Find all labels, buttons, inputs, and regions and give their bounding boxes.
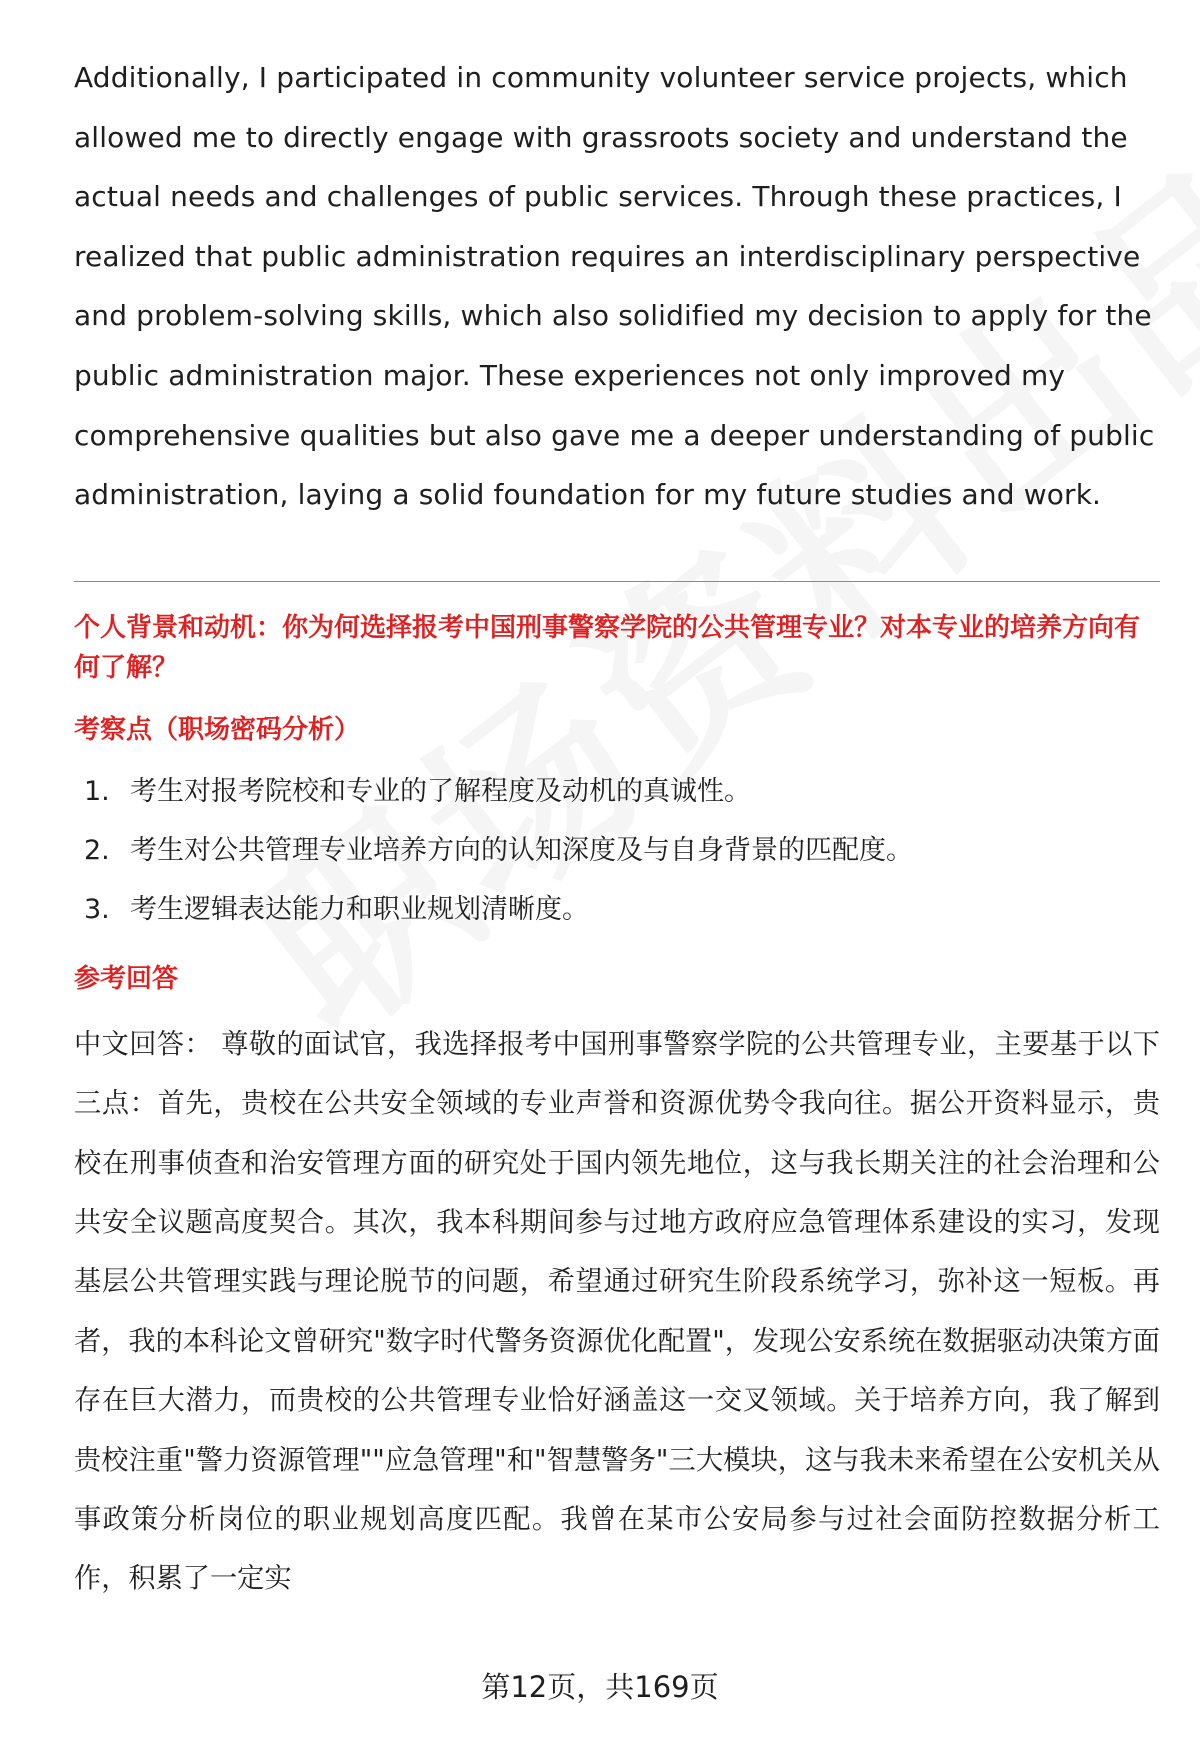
chinese-answer-paragraph: 中文回答： 尊敬的面试官，我选择报考中国刑事警察学院的公共管理专业，主要基于以下三点：首先，贵校在公共安全领域的专业声誉和资源优势令我向往。据公开资料显示，贵校在刑事侦查和治安管理方面的研究处于国内领先地位，这与我长期关注的社会治理和公共安全议题高度契合。其次，我本科期间参与过地方政府应急管理体系建设的实习，发现基层公共管理实践与理论脱节的问题，希望通过研究生阶段系统学习，弥补这一短板。再者，我的本科论文曾研究"数字时代警务资源优化配置"，发现公安系统在数据驱动决策方面存在巨大潜力，而贵校的公共管理专业恰好涵盖这一交叉领域。关于培养方向，我了解到贵校注重"警力资源管理""应急管理"和"智慧警务"三大模块，这与我未来希望在公安机关从事政策分析岗位的职业规划高度匹配。我曾在某市公安局参与过社会面防控数据分析工作，积累了一定实	[74, 1028, 1160, 1595]
list-item-text: 考生对公共管理专业培养方向的认知深度及与自身背景的匹配度。	[130, 834, 913, 866]
list-item	[74, 821, 1160, 880]
list-item	[74, 880, 1160, 939]
reference-answer-heading: 参考回答	[74, 963, 179, 994]
list-item	[74, 762, 1160, 821]
section-divider	[74, 581, 1160, 582]
assessment-points-list	[74, 762, 1160, 939]
list-item-number: 3.	[84, 893, 110, 925]
page-content	[74, 48, 1160, 1609]
question-title: 个人背景和动机：你为何选择报考中国刑事警察学院的公共管理专业？对本专业的培养方向有何了解？	[74, 612, 1141, 683]
list-item-number: 2.	[84, 834, 110, 866]
list-item-number: 1.	[84, 775, 110, 807]
list-item-text: 考生对报考院校和专业的了解程度及动机的真诚性。	[130, 775, 751, 807]
english-paragraph: Additionally, I participated in community volunteer service projects, which allowed me to directly engage with grassroots society and understand the actual needs and challenges of public services. Through these practices, I realized that public administration requires an interdisciplinary perspective and problem-solving skills, which also solidified my decision to apply for the public administration major. These experiences not only improved my comprehensive qualities but also gave me a deeper understanding of public administration, laying a solid foundation for my future studies and work.	[74, 61, 1155, 512]
page-number-footer: 第12页，共169页	[481, 1670, 719, 1704]
list-item-text: 考生逻辑表达能力和职业规划清晰度。	[130, 893, 589, 925]
assessment-heading: 考察点（职场密码分析）	[74, 714, 361, 745]
